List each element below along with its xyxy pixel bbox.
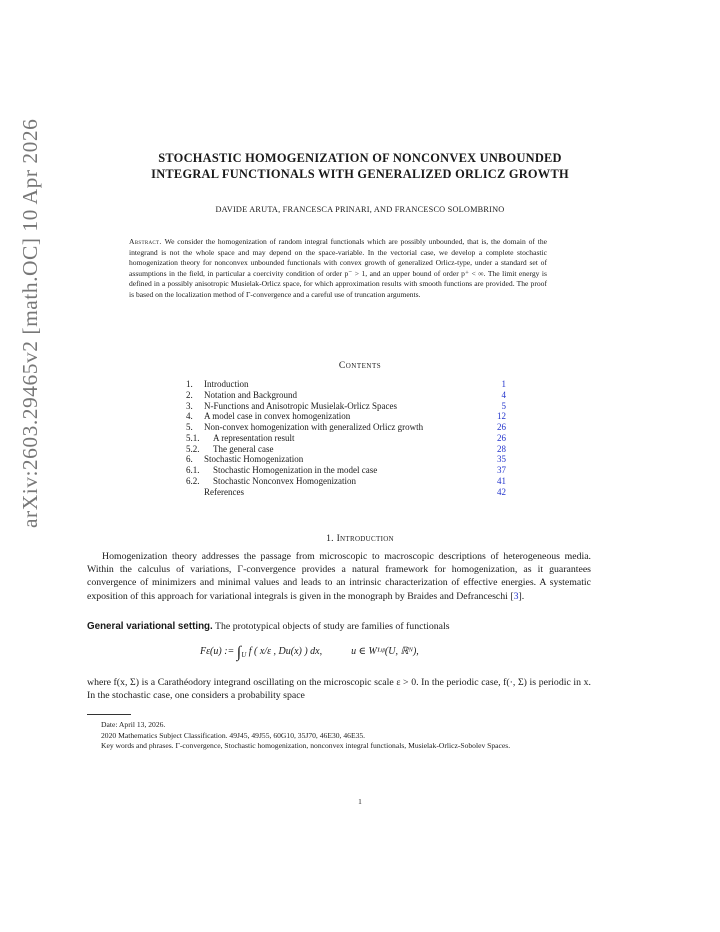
toc-entry-title: A model case in convex homogenization [204, 411, 351, 422]
table-of-contents [186, 379, 506, 497]
toc-entry[interactable] [186, 401, 506, 412]
toc-entry-title: The general case [213, 443, 274, 454]
toc-entry[interactable] [186, 487, 506, 498]
toc-entry-label [186, 433, 294, 444]
toc-entry-label [186, 401, 397, 412]
contents-heading: Contents [338, 360, 382, 371]
toc-entry-label [186, 476, 356, 487]
integral-domain: U [241, 651, 247, 659]
toc-entry-page[interactable]: 28 [497, 443, 506, 454]
equation-lhs: Fε(u) := [200, 646, 237, 657]
equation-integrand: f ( x/ε , Du(x) ) dx, [248, 646, 323, 657]
abstract [129, 237, 547, 301]
abstract-label: Abstract. [129, 237, 162, 246]
toc-entry-page[interactable]: 42 [497, 486, 506, 497]
toc-entry-page[interactable]: 4 [501, 389, 506, 400]
equation-condition: u ∈ W¹ʴᵖ(U, ℝᴺ), [351, 646, 419, 657]
toc-entry-title: A representation result [213, 432, 295, 443]
toc-entry-number: 3. [186, 400, 193, 411]
footnote-msc: 2020 Mathematics Subject Classification. 49J45, 49J55, 60G10, 35J70, 46E30, 46E35. [101, 730, 366, 740]
arxiv-identifier: arXiv:2603.29465v2 [math.OC] 10 Apr 2026 [18, 118, 42, 528]
toc-entry-number: 5.2. [186, 443, 200, 454]
toc-entry-page[interactable]: 35 [497, 454, 506, 465]
footnote-rule [87, 714, 131, 715]
toc-entry[interactable] [186, 411, 506, 422]
paragraph-heading: General variational setting. [87, 621, 213, 632]
toc-entry-title: Stochastic Homogenization in the model case [213, 465, 378, 475]
toc-entry[interactable] [186, 444, 506, 455]
paragraph-setting [87, 620, 591, 633]
footnote-date: Date: April 13, 2026. [101, 720, 166, 729]
toc-entry-label [186, 465, 377, 476]
toc-entry-page[interactable]: 26 [497, 432, 506, 443]
toc-entry-number: 2. [186, 389, 193, 400]
toc-entry-label [186, 379, 249, 390]
toc-entry[interactable] [186, 379, 506, 390]
paragraph-intro [87, 550, 591, 603]
toc-entry-number: 5.1. [186, 432, 200, 443]
toc-entry-label [186, 390, 297, 401]
citation-link[interactable]: 3 [513, 590, 519, 602]
toc-entry-label [186, 487, 244, 498]
toc-entry-label [186, 422, 423, 433]
title-line-2: INTEGRAL FUNCTIONALS WITH GENERALIZED ORLICZ GROWTH [151, 167, 569, 181]
paragraph-text: The prototypical objects of study are families of functionals [212, 621, 450, 632]
page-number: 1 [358, 797, 362, 806]
toc-entry-label [186, 454, 303, 465]
toc-entry[interactable] [186, 422, 506, 433]
toc-entry[interactable] [186, 454, 506, 465]
display-equation [200, 644, 600, 662]
toc-entry-page[interactable]: 37 [497, 465, 506, 475]
footnotes [87, 720, 591, 752]
section-title: Introduction [336, 533, 394, 544]
toc-entry-number: 6.1. [186, 465, 200, 475]
authors: DAVIDE ARUTA, FRANCESCA PRINARI, AND FRANCESCO SOLOMBRINO [215, 205, 505, 214]
section-number: 1. [326, 533, 334, 544]
footnote-keywords: Key words and phrases. Γ-convergence, Stochastic homogenization, nonconvex integral functionals, Musielak-Orlicz-Sobolev Spaces. [101, 741, 511, 751]
toc-entry-page[interactable]: 41 [497, 475, 506, 486]
toc-entry-title: Stochastic Homogenization [204, 454, 304, 465]
toc-entry-title: Introduction [204, 379, 249, 389]
toc-entry-number: 4. [186, 411, 193, 422]
toc-entry-page[interactable]: 26 [497, 422, 506, 432]
toc-entry-number: 1. [186, 379, 193, 389]
toc-entry-number: 5. [186, 422, 193, 432]
toc-entry[interactable] [186, 390, 506, 401]
paragraph-text-end: ]. [518, 590, 525, 602]
toc-entry[interactable] [186, 433, 506, 444]
toc-entry-number: 6.2. [186, 475, 200, 486]
toc-entry-page[interactable]: 1 [501, 379, 506, 389]
paragraph-continued: where f(x, Σ) is a Carathéodory integrand oscillating on the microscopic scale ε > 0. In the periodic case, f(·, Σ) is periodic in x. In the stochastic case, one considers a probability space [87, 677, 591, 702]
toc-entry-title: Notation and Background [204, 389, 297, 400]
toc-entry-number: 6. [186, 454, 193, 465]
title-line-1: STOCHASTIC HOMOGENIZATION OF NONCONVEX UNBOUNDED [158, 151, 562, 165]
paragraph-text: Homogenization theory addresses the passage from microscopic to macroscopic descriptions of heterogeneous media. Within the calculus of variations, Γ-convergence provides a natural framework for homogenization, as it guarantees convergence of minimizers and minimal values and leads to an intrinsic characterization of effective energies. A systematic exposition of this approach for variational integrals is given in the monograph by Braides and Defranceschi [ [87, 551, 591, 602]
toc-entry-label [186, 444, 273, 455]
section-heading-introduction [60, 533, 660, 544]
toc-entry-label [186, 411, 350, 422]
toc-entry-page[interactable]: 5 [501, 400, 506, 411]
toc-entry-title: Non-convex homogenization with generalized Orlicz growth [204, 422, 424, 432]
integral-sign: ∫ [236, 644, 242, 661]
toc-entry-title: Stochastic Nonconvex Homogenization [213, 475, 356, 486]
paper-title [60, 150, 660, 182]
abstract-text: We consider the homogenization of random integral functionals which are possibly unbounded, that is, the domain of the integrand is not the whole space and may depend on the space-variable. In the vectorial case, we develop a complete stochastic homogenization theory for nonconvex unbounded functionals with convex growth of generalized Orlicz-type, under a standard set of assumptions in the field, in particular a coercivity condition of order p⁻ > 1, and an upper bound of order p⁺ < ∞. The limit energy is defined in a possibly anisotropic Musielak-Orlicz space, for which approximation results with smooth functions are provided. The proof is based on the localization method of Γ-convergence and a careful use of truncation arguments. [129, 237, 547, 299]
toc-entry[interactable] [186, 476, 506, 487]
toc-entry-page[interactable]: 12 [497, 411, 506, 422]
toc-entry-title: N-Functions and Anisotropic Musielak-Orlicz Spaces [204, 400, 397, 411]
toc-entry[interactable] [186, 465, 506, 476]
toc-entry-title: References [204, 486, 244, 497]
